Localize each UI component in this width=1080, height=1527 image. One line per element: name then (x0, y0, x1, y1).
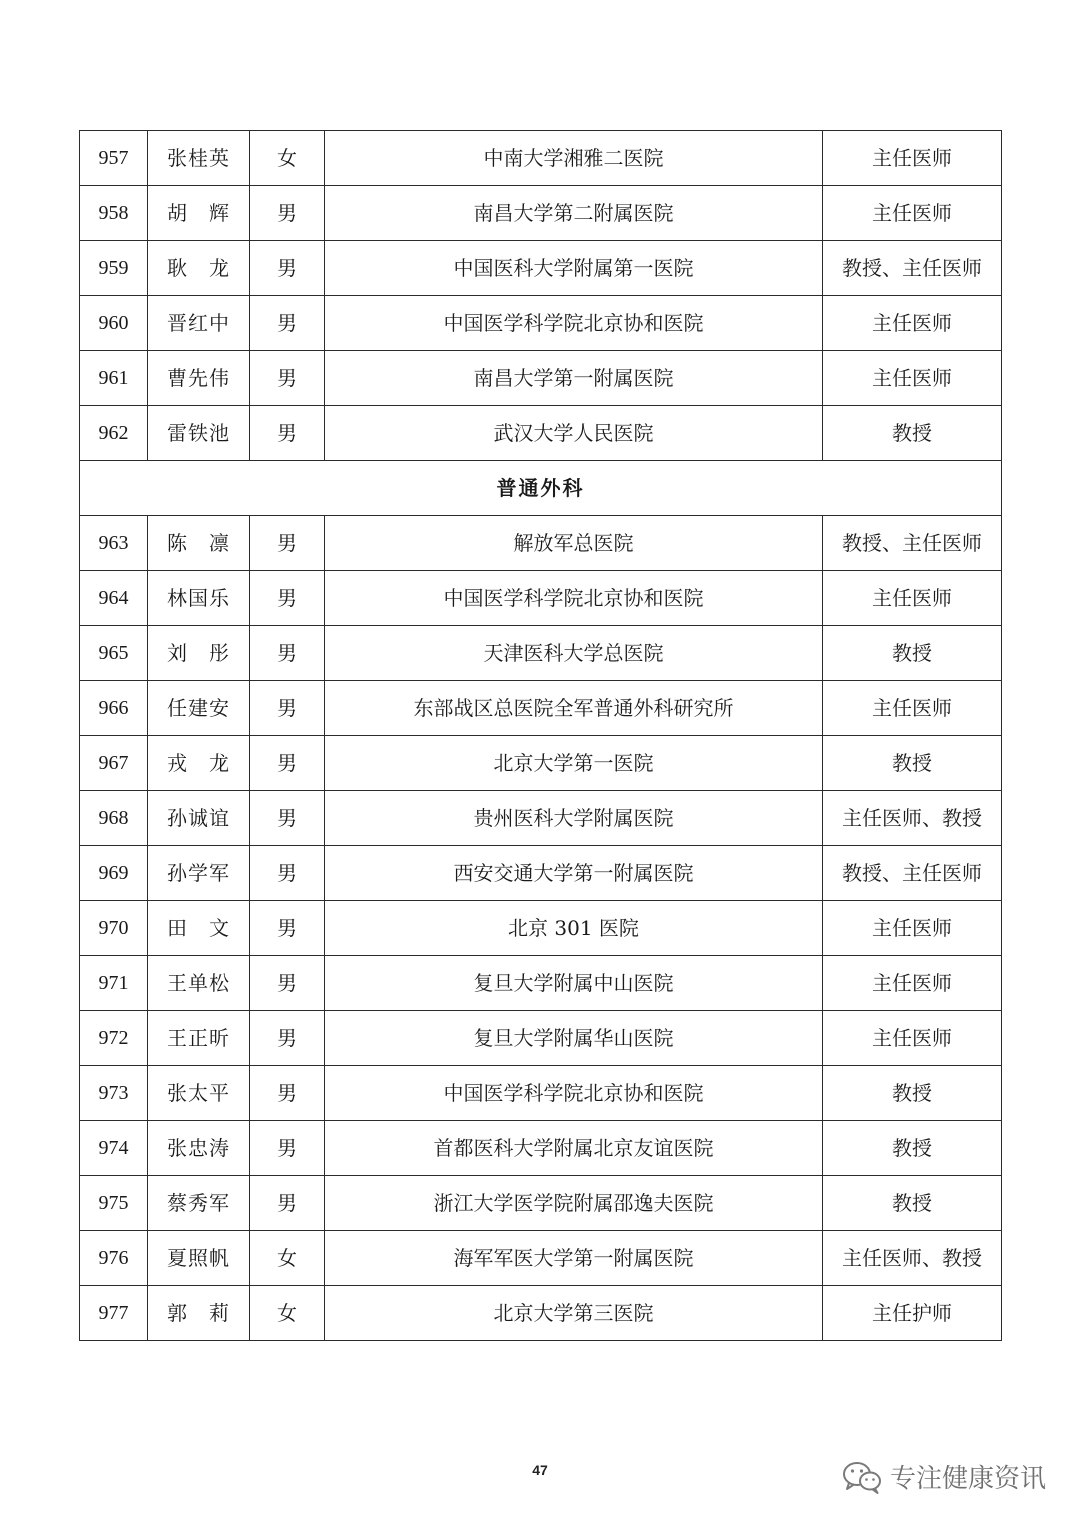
cell-gender: 男 (250, 351, 325, 406)
cell-hospital: 海军军医大学第一附属医院 (325, 1231, 823, 1286)
cell-title: 主任医师 (823, 571, 1002, 626)
cell-gender: 男 (250, 1176, 325, 1231)
watermark (842, 1458, 1046, 1495)
table-row (80, 516, 1002, 571)
cell-hospital: 南昌大学第二附属医院 (325, 186, 823, 241)
cell-name: 张忠涛 (148, 1121, 250, 1176)
cell-gender: 女 (250, 1286, 325, 1341)
cell-title: 主任医师 (823, 351, 1002, 406)
table-row (80, 956, 1002, 1011)
cell-name: 孙诚谊 (148, 791, 250, 846)
cell-number: 973 (80, 1066, 148, 1121)
cell-number: 966 (80, 681, 148, 736)
table-row (80, 1066, 1002, 1121)
cell-name: 任建安 (148, 681, 250, 736)
cell-hospital: 复旦大学附属中山医院 (325, 956, 823, 1011)
cell-gender: 男 (250, 241, 325, 296)
cell-hospital: 中国医科大学附属第一医院 (325, 241, 823, 296)
cell-gender: 男 (250, 406, 325, 461)
table-row (80, 186, 1002, 241)
table-row (80, 406, 1002, 461)
table-row (80, 1176, 1002, 1231)
table-row (80, 626, 1002, 681)
table-row (80, 736, 1002, 791)
cell-title: 主任医师 (823, 956, 1002, 1011)
cell-title: 主任护师 (823, 1286, 1002, 1341)
cell-number: 974 (80, 1121, 148, 1176)
table-row (80, 1286, 1002, 1341)
cell-name: 王正昕 (148, 1011, 250, 1066)
cell-hospital: 南昌大学第一附属医院 (325, 351, 823, 406)
cell-number: 977 (80, 1286, 148, 1341)
cell-gender: 男 (250, 186, 325, 241)
cell-gender: 男 (250, 846, 325, 901)
cell-number: 968 (80, 791, 148, 846)
table-row (80, 791, 1002, 846)
cell-number: 961 (80, 351, 148, 406)
cell-hospital: 北京 301 医院 (325, 901, 823, 956)
cell-name: 耿 龙 (148, 241, 250, 296)
cell-name: 刘 彤 (148, 626, 250, 681)
cell-number: 959 (80, 241, 148, 296)
cell-hospital: 中国医学科学院北京协和医院 (325, 571, 823, 626)
cell-number: 971 (80, 956, 148, 1011)
cell-gender: 男 (250, 571, 325, 626)
cell-name: 夏照帆 (148, 1231, 250, 1286)
cell-title: 教授、主任医师 (823, 241, 1002, 296)
table-row (80, 1011, 1002, 1066)
cell-name: 胡 辉 (148, 186, 250, 241)
wechat-icon (842, 1460, 882, 1494)
cell-number: 972 (80, 1011, 148, 1066)
cell-title: 主任医师 (823, 901, 1002, 956)
cell-name: 戎 龙 (148, 736, 250, 791)
cell-hospital: 贵州医科大学附属医院 (325, 791, 823, 846)
cell-name: 孙学军 (148, 846, 250, 901)
cell-title: 主任医师 (823, 681, 1002, 736)
cell-title: 主任医师 (823, 1011, 1002, 1066)
section-title: 普通外科 (80, 461, 1002, 516)
cell-number: 975 (80, 1176, 148, 1231)
cell-hospital: 天津医科大学总医院 (325, 626, 823, 681)
cell-name: 王单松 (148, 956, 250, 1011)
table-row (80, 901, 1002, 956)
cell-hospital: 北京大学第三医院 (325, 1286, 823, 1341)
cell-number: 963 (80, 516, 148, 571)
expert-list-table (79, 130, 1002, 1341)
cell-name: 曹先伟 (148, 351, 250, 406)
cell-hospital: 复旦大学附属华山医院 (325, 1011, 823, 1066)
cell-gender: 男 (250, 736, 325, 791)
cell-title: 教授 (823, 626, 1002, 681)
cell-number: 960 (80, 296, 148, 351)
cell-gender: 女 (250, 1231, 325, 1286)
cell-number: 976 (80, 1231, 148, 1286)
cell-hospital: 浙江大学医学院附属邵逸夫医院 (325, 1176, 823, 1231)
cell-name: 雷铁池 (148, 406, 250, 461)
cell-hospital: 中南大学湘雅二医院 (325, 131, 823, 186)
cell-gender: 男 (250, 1011, 325, 1066)
cell-hospital: 西安交通大学第一附属医院 (325, 846, 823, 901)
cell-gender: 男 (250, 901, 325, 956)
cell-name: 晋红中 (148, 296, 250, 351)
cell-name: 张桂英 (148, 131, 250, 186)
cell-gender: 男 (250, 626, 325, 681)
cell-hospital: 中国医学科学院北京协和医院 (325, 1066, 823, 1121)
cell-title: 主任医师 (823, 296, 1002, 351)
watermark-text: 专注健康资讯 (889, 1464, 1046, 1494)
cell-gender: 男 (250, 516, 325, 571)
page-number: 47 (532, 1462, 548, 1478)
table-row (80, 1231, 1002, 1286)
table-row (80, 846, 1002, 901)
cell-title: 教授 (823, 1066, 1002, 1121)
table-row (80, 571, 1002, 626)
cell-gender: 男 (250, 956, 325, 1011)
cell-title: 主任医师、教授 (823, 1231, 1002, 1286)
cell-number: 958 (80, 186, 148, 241)
cell-name: 田 文 (148, 901, 250, 956)
cell-gender: 男 (250, 681, 325, 736)
cell-hospital: 中国医学科学院北京协和医院 (325, 296, 823, 351)
section-header-row (80, 461, 1002, 516)
cell-title: 教授、主任医师 (823, 516, 1002, 571)
cell-gender: 男 (250, 1066, 325, 1121)
table-row (80, 241, 1002, 296)
cell-name: 郭 莉 (148, 1286, 250, 1341)
cell-number: 969 (80, 846, 148, 901)
cell-title: 教授 (823, 1121, 1002, 1176)
table-row (80, 131, 1002, 186)
table-row (80, 1121, 1002, 1176)
cell-number: 957 (80, 131, 148, 186)
cell-title: 教授、主任医师 (823, 846, 1002, 901)
cell-title: 教授 (823, 1176, 1002, 1231)
cell-name: 张太平 (148, 1066, 250, 1121)
cell-name: 蔡秀军 (148, 1176, 250, 1231)
cell-name: 林国乐 (148, 571, 250, 626)
cell-gender: 男 (250, 296, 325, 351)
cell-number: 962 (80, 406, 148, 461)
cell-gender: 男 (250, 1121, 325, 1176)
cell-number: 970 (80, 901, 148, 956)
cell-hospital: 解放军总医院 (325, 516, 823, 571)
table-row (80, 296, 1002, 351)
cell-number: 964 (80, 571, 148, 626)
cell-title: 主任医师 (823, 131, 1002, 186)
cell-hospital: 东部战区总医院全军普通外科研究所 (325, 681, 823, 736)
cell-title: 教授 (823, 736, 1002, 791)
cell-number: 967 (80, 736, 148, 791)
cell-hospital: 北京大学第一医院 (325, 736, 823, 791)
cell-title: 主任医师 (823, 186, 1002, 241)
table-body (80, 131, 1002, 1341)
cell-gender: 女 (250, 131, 325, 186)
cell-gender: 男 (250, 791, 325, 846)
cell-hospital: 首都医科大学附属北京友谊医院 (325, 1121, 823, 1176)
cell-name: 陈 凛 (148, 516, 250, 571)
table-row (80, 351, 1002, 406)
cell-title: 主任医师、教授 (823, 791, 1002, 846)
cell-hospital: 武汉大学人民医院 (325, 406, 823, 461)
cell-number: 965 (80, 626, 148, 681)
table-row (80, 681, 1002, 736)
cell-title: 教授 (823, 406, 1002, 461)
